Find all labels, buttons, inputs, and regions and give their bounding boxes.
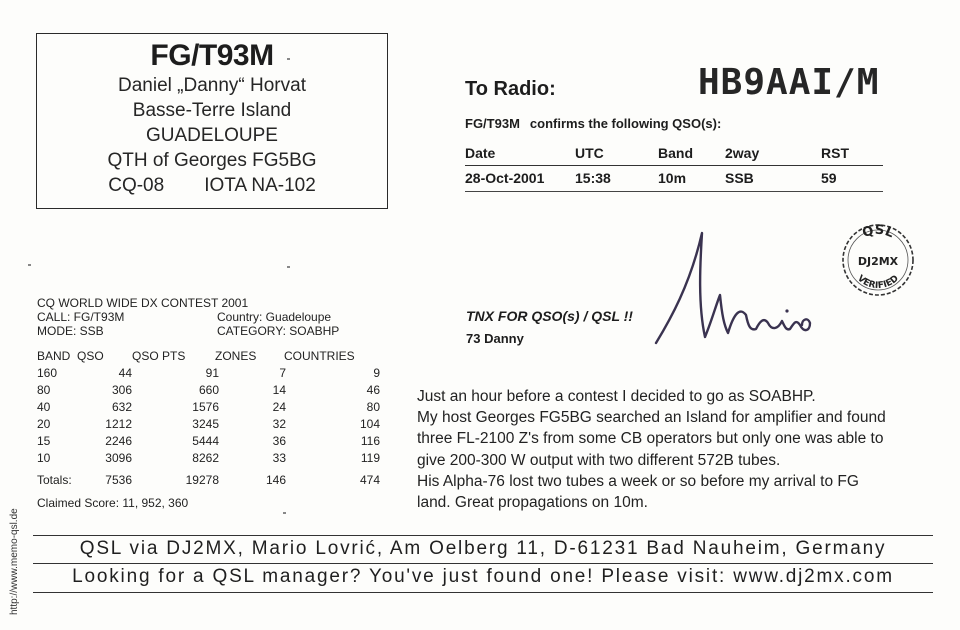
stamp-top-text: QSL bbox=[860, 222, 897, 242]
station-callsign: FG/T93M bbox=[150, 39, 274, 72]
stamp-bottom-text: VERIFIED bbox=[855, 273, 901, 292]
contest-summary bbox=[37, 296, 397, 338]
story-line: three FL-2100 Z's from some CB operators but only one was able to bbox=[417, 430, 884, 448]
stats-zones: 7 bbox=[279, 366, 286, 380]
stats-qso: 632 bbox=[111, 400, 132, 414]
verified-stamp bbox=[840, 222, 916, 298]
zone-row bbox=[37, 173, 387, 198]
qso-table-header bbox=[465, 141, 883, 166]
col-band: Band bbox=[658, 145, 693, 161]
station-location: Basse-Terre Island bbox=[132, 100, 292, 121]
contest-stats-table bbox=[37, 348, 380, 467]
story-line: give 200-300 W output with two different 572B tubes. bbox=[417, 451, 781, 469]
stats-band: 80 bbox=[37, 383, 51, 397]
stats-col-band: BAND bbox=[37, 349, 71, 363]
stats-countries: 80 bbox=[366, 400, 380, 414]
operator-name: Daniel „Danny“ Horvat bbox=[118, 75, 306, 96]
story-line: land. Great propagations on 10m. bbox=[417, 494, 648, 512]
side-url: http://www.memo-qsl.de bbox=[9, 508, 20, 615]
stats-pts: 8262 bbox=[192, 451, 219, 465]
totals-label: Totals: bbox=[37, 473, 72, 487]
print-speck bbox=[287, 58, 290, 60]
stats-zones: 36 bbox=[272, 434, 286, 448]
stats-countries: 104 bbox=[359, 417, 380, 431]
col-utc: UTC bbox=[575, 145, 604, 161]
stats-zones: 32 bbox=[272, 417, 286, 431]
stats-row bbox=[37, 450, 380, 467]
footer-rule-top bbox=[33, 535, 933, 536]
stats-qso: 2246 bbox=[105, 434, 132, 448]
story-line: His Alpha-76 lost two tubes a week or so before my arrival to FG bbox=[417, 472, 859, 490]
stats-band: 160 bbox=[37, 366, 58, 380]
totals-pts: 19278 bbox=[185, 473, 219, 487]
station-id-box bbox=[36, 33, 388, 209]
regards-text: 73 Danny bbox=[466, 331, 524, 346]
story-line: My host Georges FG5BG searched an Island for amplifier and found bbox=[417, 409, 886, 427]
stats-totals bbox=[37, 472, 380, 489]
footer-qsl-via: QSL via DJ2MX, Mario Lovrić, Am Oelberg 11, D-61231 Bad Nauheim, Germany bbox=[79, 538, 887, 559]
stats-band: 40 bbox=[37, 400, 51, 414]
handwritten-signature bbox=[650, 225, 830, 355]
stats-countries: 119 bbox=[360, 451, 380, 465]
stats-row bbox=[37, 399, 380, 416]
stats-pts: 5444 bbox=[192, 434, 219, 448]
stats-header bbox=[37, 348, 380, 365]
svg-text:VERIFIED bbox=[855, 274, 901, 291]
cq-zone: CQ-08 bbox=[108, 175, 165, 196]
qso-rst: 59 bbox=[821, 170, 837, 186]
to-radio-label: To Radio: bbox=[465, 78, 556, 100]
stats-zones: 33 bbox=[272, 451, 286, 465]
tnx-text: TNX FOR QSO(s) / QSL !! bbox=[466, 308, 633, 324]
qso-table-bottom-rule bbox=[465, 191, 883, 192]
footer-rule-bottom bbox=[33, 592, 933, 593]
stats-zones: 24 bbox=[272, 400, 286, 414]
stats-band: 20 bbox=[37, 417, 51, 431]
to-radio-callsign: HB9AAI/M bbox=[698, 62, 880, 103]
stats-col-qso: QSO bbox=[77, 349, 104, 363]
stats-qso: 44 bbox=[118, 366, 132, 380]
stats-countries: 46 bbox=[366, 383, 380, 397]
contest-country: Country: Guadeloupe bbox=[217, 310, 332, 324]
stats-countries: 116 bbox=[360, 434, 380, 448]
confirm-from-call: FG/T93M bbox=[465, 116, 520, 131]
story-line: Just an hour before a contest I decided to go as SOABHP. bbox=[417, 388, 816, 405]
contest-mode: MODE: SSB bbox=[37, 324, 104, 338]
iota-ref: IOTA NA-102 bbox=[204, 175, 316, 196]
stats-zones: 14 bbox=[272, 383, 286, 397]
stats-row bbox=[37, 416, 380, 433]
contest-category: CATEGORY: SOABHP bbox=[217, 324, 340, 338]
footer-rule-middle bbox=[33, 563, 933, 564]
print-speck bbox=[283, 512, 286, 514]
stats-row bbox=[37, 382, 380, 399]
station-qth: QTH of Georges FG5BG bbox=[107, 150, 317, 171]
stats-countries: 9 bbox=[373, 366, 380, 380]
totals-countries: 474 bbox=[359, 473, 380, 487]
stats-qso: 1212 bbox=[105, 417, 132, 431]
stats-pts: 660 bbox=[198, 383, 219, 397]
qso-mode: SSB bbox=[725, 170, 754, 186]
stats-row bbox=[37, 365, 380, 382]
qso-table-row bbox=[465, 166, 883, 190]
qso-date: 28-Oct-2001 bbox=[465, 170, 545, 186]
contest-mode-row bbox=[37, 324, 397, 338]
stats-pts: 3245 bbox=[192, 417, 219, 431]
col-date: Date bbox=[465, 145, 496, 161]
contest-title: CQ WORLD WIDE DX CONTEST 2001 bbox=[37, 296, 249, 310]
footer-manager-ad: Looking for a QSL manager? You've just found one! Please visit: www.dj2mx.com bbox=[72, 566, 894, 587]
qso-table bbox=[465, 141, 883, 190]
stats-row bbox=[37, 433, 380, 450]
qso-band: 10m bbox=[658, 170, 687, 186]
col-2way: 2way bbox=[725, 145, 760, 161]
stats-col-countries: COUNTRIES bbox=[284, 349, 355, 363]
stats-qso: 306 bbox=[111, 383, 132, 397]
station-country: GUADELOUPE bbox=[146, 125, 278, 146]
totals-zones: 146 bbox=[265, 473, 286, 487]
stamp-middle-text: DJ2MX bbox=[857, 255, 899, 268]
confirm-text: confirms the following QSO(s): bbox=[529, 116, 722, 131]
stats-qso: 3096 bbox=[105, 451, 132, 465]
svg-text:QSL bbox=[860, 223, 896, 241]
print-speck bbox=[28, 264, 31, 266]
stats-band: 15 bbox=[37, 434, 51, 448]
print-speck bbox=[287, 266, 290, 268]
contest-call-row bbox=[37, 310, 397, 324]
stats-pts: 91 bbox=[205, 366, 219, 380]
stats-col-pts: QSO PTS bbox=[132, 349, 186, 363]
stats-band: 10 bbox=[37, 451, 51, 465]
story-paragraph bbox=[417, 386, 942, 513]
contest-call: CALL: FG/T93M bbox=[37, 310, 125, 324]
confirm-line bbox=[465, 116, 731, 131]
claimed-score: Claimed Score: 11, 952, 360 bbox=[37, 496, 189, 510]
qso-utc: 15:38 bbox=[575, 170, 611, 186]
totals-qso: 7536 bbox=[105, 473, 132, 487]
col-rst: RST bbox=[821, 145, 849, 161]
stats-col-zones: ZONES bbox=[215, 349, 257, 363]
stats-pts: 1576 bbox=[192, 400, 219, 414]
